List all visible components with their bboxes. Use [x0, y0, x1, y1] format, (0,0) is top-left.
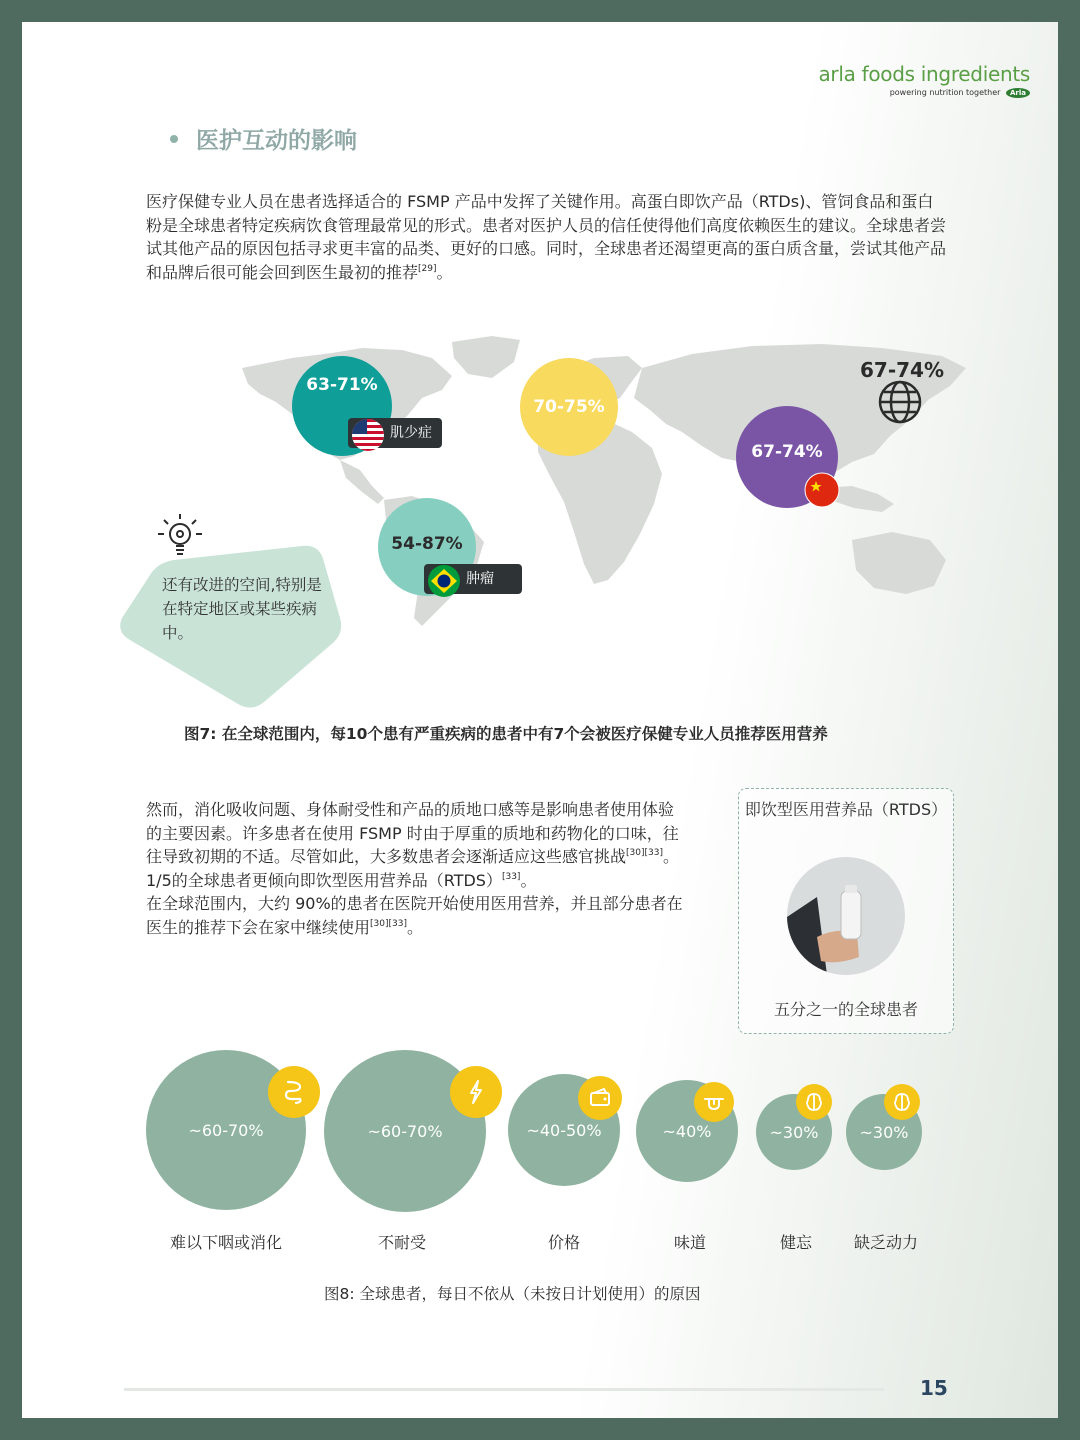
figure7-caption: 图7: 在全球范围内，每10个患有严重疾病的患者中有7个会被医疗保健专业人员推荐医用营养	[184, 725, 828, 743]
brazil-flag-icon	[428, 565, 460, 597]
improvement-note: 还有改进的空间,特别是在特定地区或某些疾病中。	[162, 576, 322, 642]
intro-paragraph: 医疗保健专业人员在患者选择适合的 FSMP 产品中发挥了关键作用。高蛋白即饮产品（RTDs)、管饲食品和蛋白粉是全球患者特定疾病饮食管理最常见的形式。患者对医护人员的信任使得他们高度依赖医生的建议。全球患者尝试其他产品的原因包括寻求更丰富的品类、更好的口感。同时，全球患者还渴望更高的蛋白质含量，尝试其他产品和品牌后很可能会回到医生最初的推荐[29]。	[146, 192, 947, 282]
brand-tagline: powering nutrition together Arla	[818, 88, 1030, 98]
footer-divider	[124, 1388, 884, 1391]
lightbulb-icon	[156, 510, 204, 566]
intestine-icon	[268, 1066, 320, 1118]
reason-circle-motivation: ~30%	[846, 1094, 922, 1170]
brain-icon	[884, 1084, 920, 1120]
reason-label-taste: 味道	[673, 1233, 706, 1252]
brain-icon	[796, 1084, 832, 1120]
reason-label-price: 价格	[547, 1233, 580, 1252]
rtds-callout	[738, 788, 954, 1034]
brazil-value-bubble: 54-87%	[378, 498, 476, 596]
reason-circle-swallow: ~60-70%	[146, 1050, 306, 1210]
europe-value-bubble: 70-75%	[520, 358, 618, 456]
page-number: 15	[920, 1376, 948, 1400]
reason-label-forget: 健忘	[779, 1233, 812, 1252]
reason-label-motivation: 缺乏动力	[853, 1233, 918, 1252]
rtds-footer: 五分之一的全球患者	[773, 1000, 918, 1019]
rtds-title: 即饮型医用营养品（RTDS）	[744, 800, 948, 819]
bottle-photo	[787, 857, 905, 975]
usa-value-bubble: 63-71%	[292, 356, 392, 456]
reason-circle-intolerance: ~60-70%	[324, 1050, 486, 1212]
reason-circle-forget: ~30%	[756, 1094, 832, 1170]
reason-circle-price: ~40-50%	[508, 1074, 620, 1186]
china-flag-icon	[804, 472, 840, 508]
lightning-icon	[450, 1066, 502, 1118]
body-paragraph: 然而，消化吸收问题、身体耐受性和产品的质地口感等是影响患者使用体验的主要因素。许多患者在使用 FSMP 时由于厚重的质地和药物化的口味，往往导致初期的不适。尽管如此，大多数患者会逐渐适应这些感官挑战[30][33]。1/5的全球患者更倾向即饮型医用营养品（RTDS）[33]。 在全球范围内，大约 90%的患者在医院开始使用医用营养，并且部分患者在医生的推荐下会在家中继续使用[30][33]。	[146, 800, 683, 937]
report-page	[22, 22, 1058, 1418]
usa-flag-icon	[352, 419, 384, 451]
reason-circle-taste: ~40%	[636, 1080, 738, 1182]
brand-name: arla foods ingredients	[818, 62, 1030, 86]
china-value-bubble: 67-74%	[736, 406, 838, 508]
arla-logo-icon: Arla	[1006, 88, 1030, 98]
tongue-icon	[694, 1082, 734, 1122]
brand-header	[818, 62, 1030, 98]
usa-disease-tag: 肌少症	[348, 418, 442, 448]
figure8-caption: 图8: 全球患者，每日不依从（未按日计划使用）的原因	[324, 1285, 701, 1303]
reason-label-swallow: 难以下咽或消化	[169, 1233, 282, 1252]
globe-icon	[876, 378, 924, 426]
section-title: 医护互动的影响	[196, 128, 357, 154]
reason-label-intolerance: 不耐受	[377, 1233, 426, 1252]
wallet-icon	[578, 1076, 622, 1120]
brazil-disease-tag: 肿瘤	[424, 564, 522, 594]
global-value-label: 67-74%	[860, 358, 945, 382]
